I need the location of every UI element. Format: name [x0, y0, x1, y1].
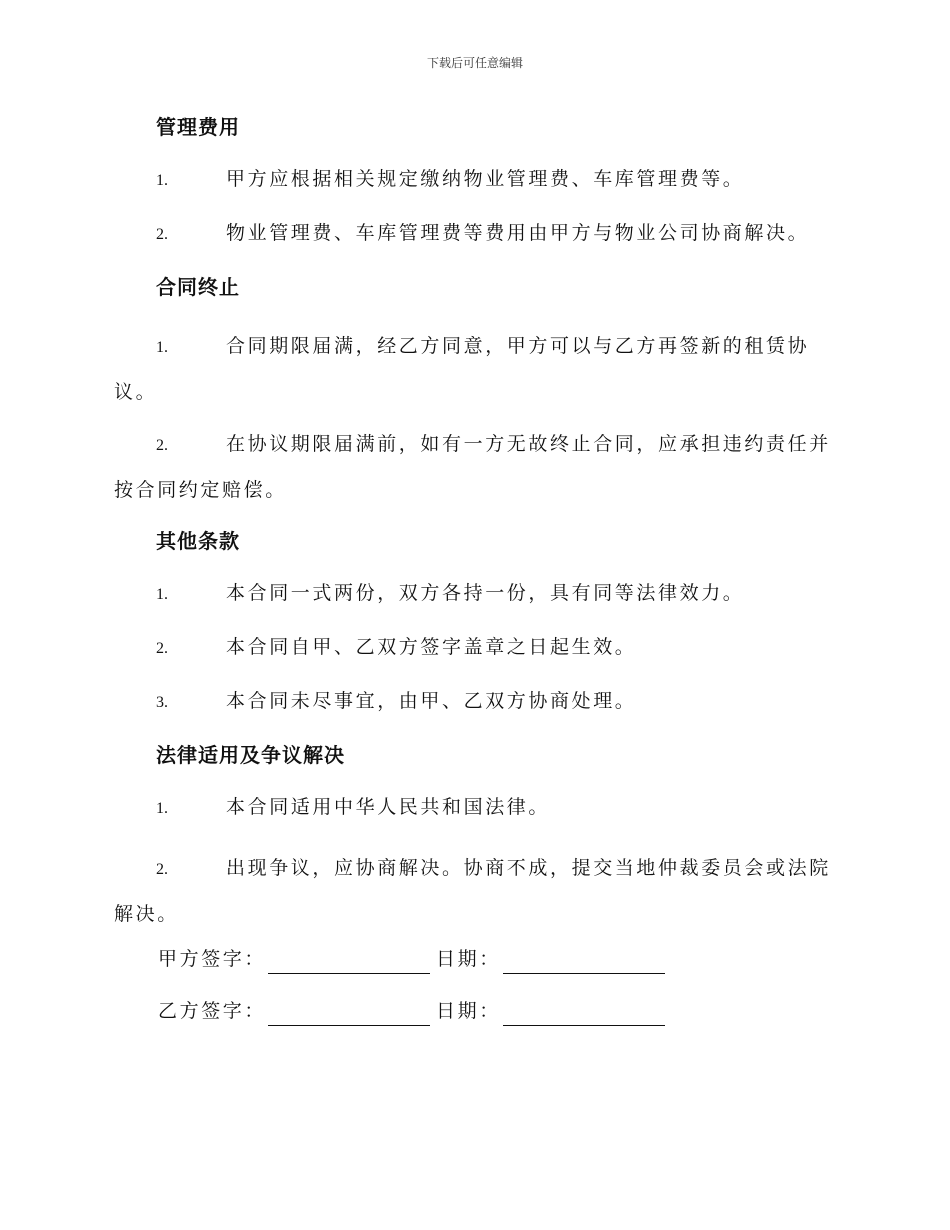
clause-number: 2.: [156, 226, 168, 243]
clause: [114, 632, 834, 664]
clause-text: 合同期限届满，经乙方同意，甲方可以与乙方再签新的租赁协议。: [114, 335, 810, 403]
clause-text: 物业管理费、车库管理费等费用由甲方与物业公司协商解决。: [226, 222, 810, 244]
clause-number: 2.: [156, 640, 168, 657]
clause: [114, 578, 834, 610]
section-title-other-terms: 其他条款: [156, 529, 240, 553]
party-a-signature-label: 甲方签字：: [158, 948, 267, 970]
party-a-signature-line[interactable]: [268, 951, 430, 974]
signature-row-party-b: [114, 996, 834, 1026]
clause: [114, 686, 834, 718]
party-b-signature-line[interactable]: [268, 1003, 430, 1026]
clause-text: 出现争议，应协商解决。协商不成，提交当地仲裁委员会或法院解决。: [114, 857, 831, 925]
clause: [114, 846, 834, 936]
party-a-date-line[interactable]: [503, 951, 665, 974]
party-b-date-line[interactable]: [503, 1003, 665, 1026]
clause-text: 本合同自甲、乙双方签字盖章之日起生效。: [226, 636, 637, 658]
party-b-signature-label: 乙方签字：: [158, 1000, 267, 1022]
contract-body: [114, 112, 834, 1048]
clause-text: 本合同未尽事宜，由甲、乙双方协商处理。: [226, 690, 637, 712]
section-title-management-fees: 管理费用: [156, 115, 240, 139]
clause-text: 甲方应根据相关规定缴纳物业管理费、车库管理费等。: [226, 168, 745, 190]
clause: [114, 792, 834, 824]
clause: [114, 422, 834, 512]
clause-number: 1.: [156, 800, 168, 817]
clause-number: 1.: [156, 586, 168, 603]
signature-row-party-a: [114, 944, 834, 974]
clause: [114, 164, 834, 196]
clause-text: 本合同适用中华人民共和国法律。: [226, 796, 551, 818]
section-title-termination: 合同终止: [156, 275, 240, 299]
clause-text: 本合同一式两份，双方各持一份，具有同等法律效力。: [226, 582, 745, 604]
section-title-governing-law: 法律适用及争议解决: [156, 743, 345, 767]
clause-number: 1.: [156, 172, 168, 189]
page-header: 下载后可任意编辑: [426, 56, 523, 70]
clause: [114, 218, 834, 250]
clause-number: 1.: [156, 339, 168, 356]
party-b-date-label: 日期：: [436, 1000, 501, 1022]
party-a-date-label: 日期：: [436, 948, 501, 970]
clause-number: 3.: [156, 694, 168, 711]
clause-number: 2.: [156, 861, 168, 878]
clause: [114, 324, 834, 414]
clause-number: 2.: [156, 437, 168, 454]
clause-text: 在协议期限届满前，如有一方无故终止合同，应承担违约责任并按合同约定赔偿。: [114, 433, 831, 501]
